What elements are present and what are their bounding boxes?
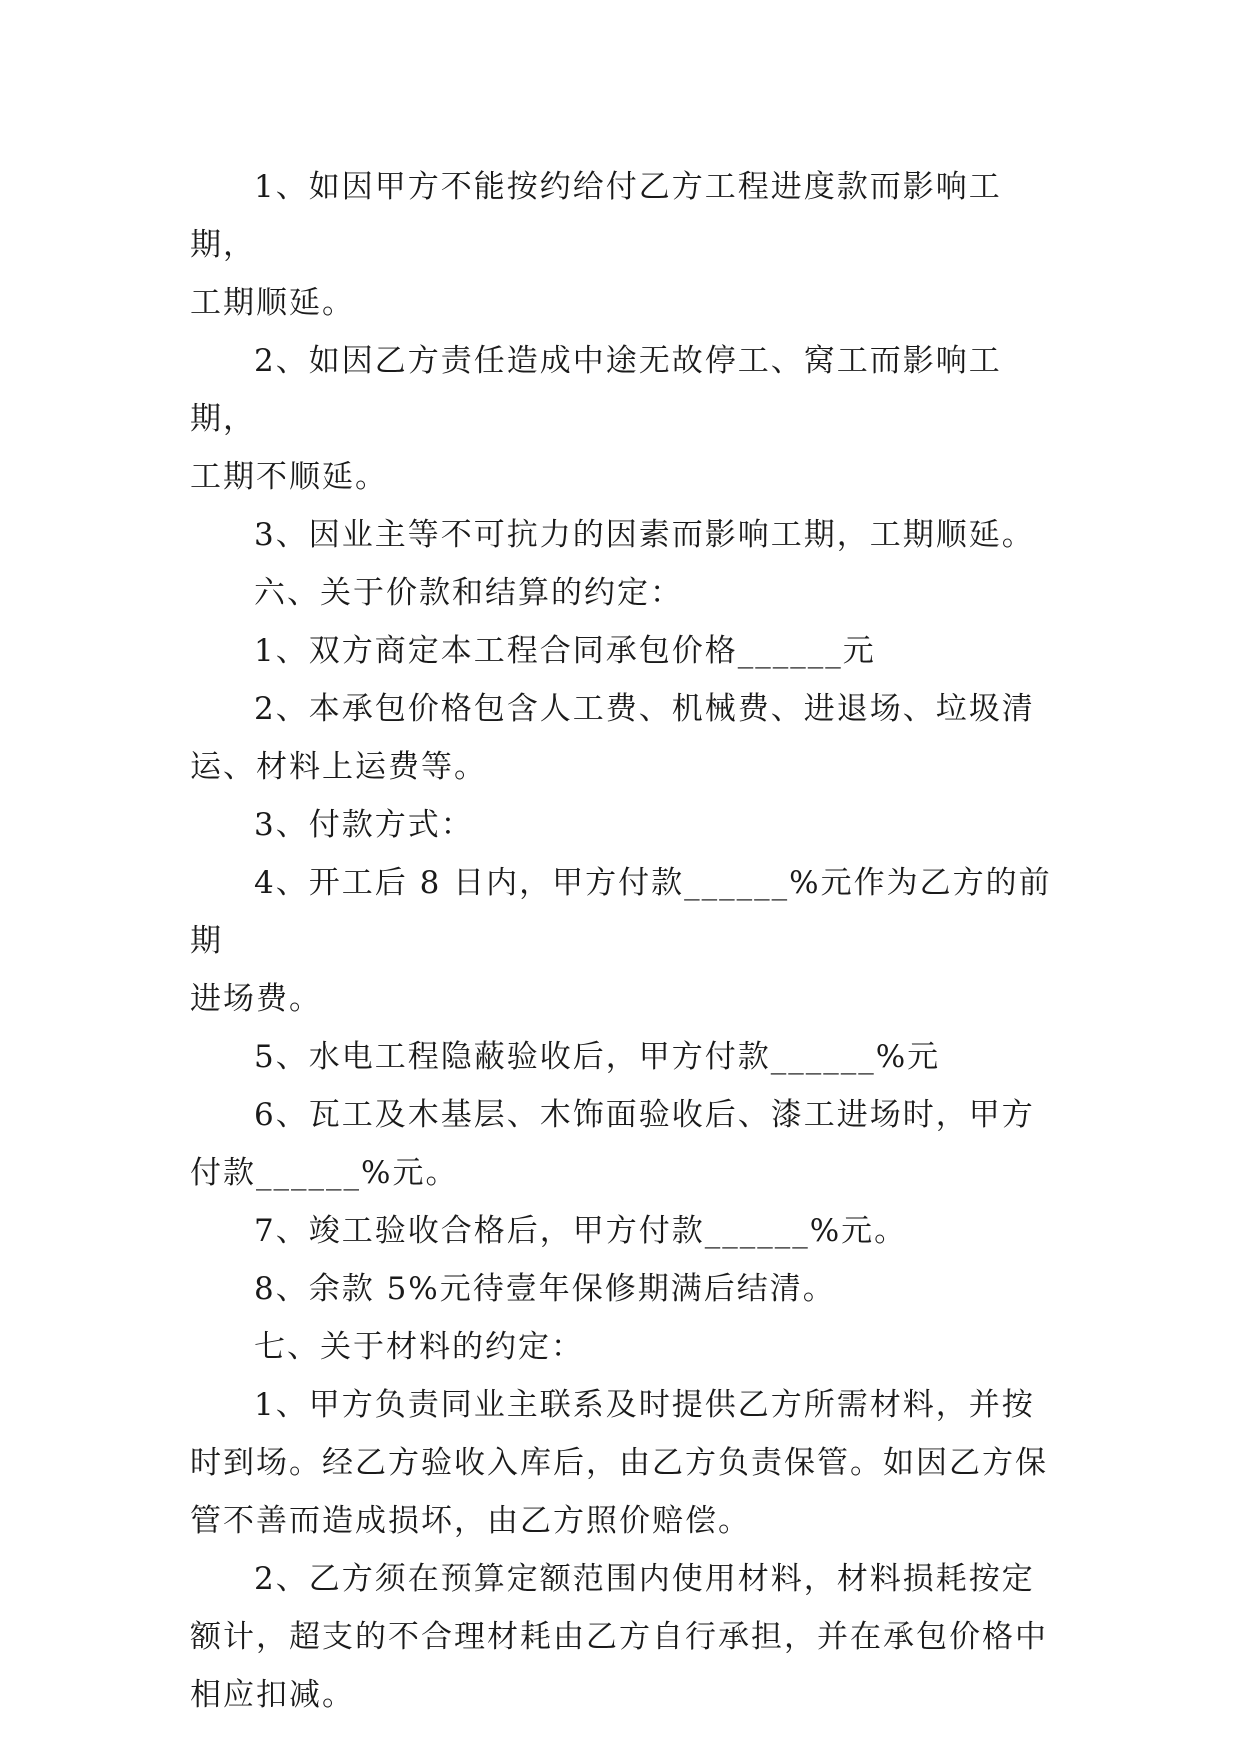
paragraph-15	[190, 1550, 1052, 1724]
paragraph-9	[190, 1028, 1052, 1086]
paragraph-line: 6、瓦工及木基层、木饰面验收后、漆工进场时，甲方	[254, 1097, 1035, 1133]
paragraph-line: 2、本承包价格包含人工费、机械费、进退场、垃圾清	[254, 691, 1035, 727]
paragraph-8	[190, 854, 1052, 1028]
paragraph-line: 5、水电工程隐蔽验收后，甲方付款______%元	[254, 1039, 941, 1075]
paragraph-13	[190, 1318, 1052, 1376]
paragraph-line: 2、如因乙方责任造成中途无故停工、窝工而影响工期，	[190, 343, 1002, 437]
paragraph-14	[190, 1376, 1052, 1550]
paragraph-line: 3、付款方式：	[254, 807, 474, 843]
paragraph-11	[190, 1202, 1052, 1260]
paragraph-line: 3、因业主等不可抗力的因素而影响工期，工期顺延。	[254, 517, 1035, 553]
paragraph-line: 六、关于价款和结算的约定：	[254, 575, 683, 611]
paragraph-line: 额计，超支的不合理材耗由乙方自行承担，并在承包价格中	[190, 1619, 1048, 1655]
paragraph-3	[190, 506, 1052, 564]
paragraph-line: 管不善而造成损坏，由乙方照价赔偿。	[190, 1503, 751, 1539]
paragraph-line: 4、开工后 8 日内，甲方付款______%元作为乙方的前期	[190, 865, 1052, 959]
paragraph-line: 7、竣工验收合格后，甲方付款______%元。	[254, 1213, 908, 1249]
paragraph-line: 工期不顺延。	[190, 459, 388, 495]
paragraph-1	[190, 158, 1052, 332]
paragraph-line: 8、余款 5%元待壹年保修期满后结清。	[254, 1271, 836, 1307]
paragraph-line: 2、乙方须在预算定额范围内使用材料，材料损耗按定	[254, 1561, 1035, 1597]
paragraph-6	[190, 680, 1052, 796]
paragraph-line: 七、关于材料的约定：	[254, 1329, 584, 1365]
paragraph-5	[190, 622, 1052, 680]
paragraph-line: 1、双方商定本工程合同承包价格______元	[254, 633, 876, 669]
paragraph-line: 工期顺延。	[190, 285, 355, 321]
paragraph-line: 时到场。经乙方验收入库后，由乙方负责保管。如因乙方保	[190, 1445, 1048, 1481]
paragraph-line: 运、材料上运费等。	[190, 749, 487, 785]
paragraph-line: 付款______%元。	[190, 1155, 459, 1191]
paragraph-line: 1、甲方负责同业主联系及时提供乙方所需材料，并按	[254, 1387, 1035, 1423]
document-page	[190, 158, 1052, 1724]
paragraph-4	[190, 564, 1052, 622]
paragraph-12	[190, 1260, 1052, 1318]
paragraph-7	[190, 796, 1052, 854]
paragraph-line: 进场费。	[190, 981, 322, 1017]
paragraph-line: 相应扣减。	[190, 1677, 355, 1713]
paragraph-2	[190, 332, 1052, 506]
paragraph-line: 1、如因甲方不能按约给付乙方工程进度款而影响工期，	[190, 169, 1002, 263]
paragraph-10	[190, 1086, 1052, 1202]
